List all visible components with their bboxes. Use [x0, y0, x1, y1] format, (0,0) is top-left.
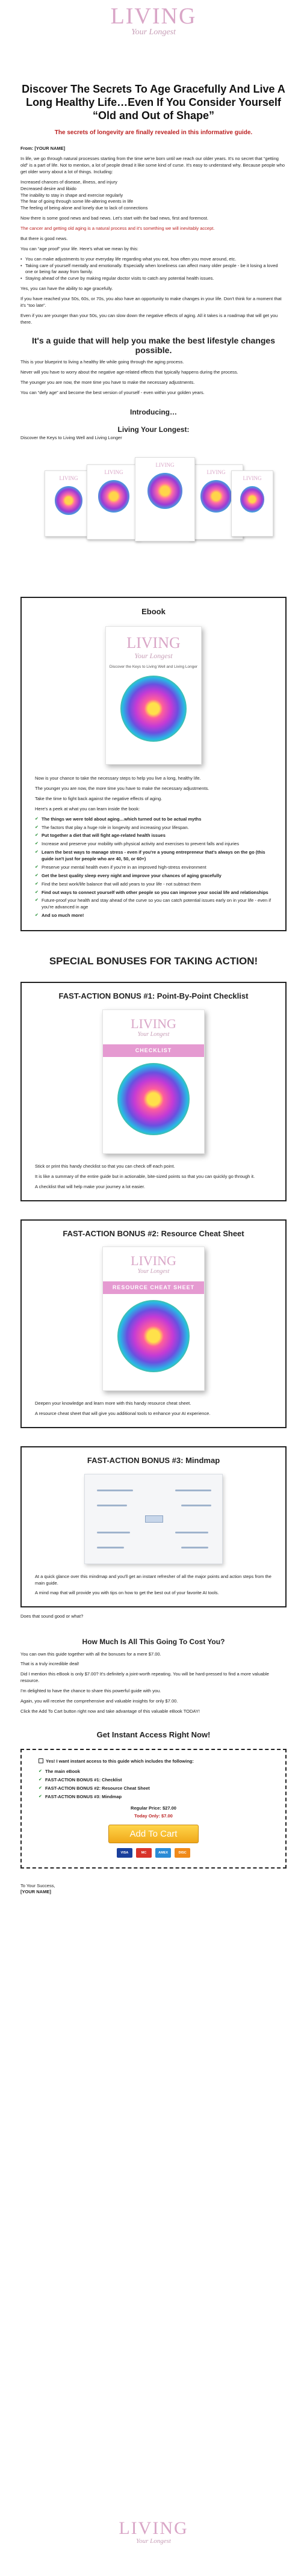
letter-paragraph: If you have reached your 50s, 60s, or 70s, you also have an opportunity to make changes in your life. Don't think for a moment that it's “too late”. — [20, 296, 282, 308]
header-logo — [0, 0, 307, 66]
product-bundle-image — [20, 452, 287, 561]
mid-paragraph: This is your blueprint to living a healthy life while going through the aging process. — [20, 359, 184, 365]
regular-price: Regular Price: $27.00 — [131, 1805, 176, 1811]
cover-tagline: Discover the Keys to Living Well and Living Longer — [109, 664, 198, 669]
bonus-3-section — [20, 1446, 287, 1607]
list-item: ✔ Preserve your mental health even if you're in an improved high-stress environment — [35, 864, 272, 871]
closing-paragraph: That is a truly incredible deal! — [20, 1661, 79, 1667]
closing-paragraph: You can own this guide together with all the bonuses for a mere $7.00. — [20, 1651, 161, 1657]
flower-graphic — [98, 480, 130, 513]
letter-paragraph: Yes, you can have the ability to age gracefully. — [20, 286, 113, 292]
ebook-paragraph: Here's a peek at what you can learn inside the book: — [35, 806, 140, 812]
logo-title: LIVING — [119, 2518, 188, 2538]
letter-paragraph: Even if you are younger than your 50s, you can slow down the negative effects of aging. All it takes is a roadmap that will get you there. — [20, 312, 278, 325]
closing-question: Does that sound good or what? — [20, 1613, 84, 1619]
list-item: The feeling of being alone and lonely due to lack of connections — [20, 205, 148, 211]
book-logo: LIVING — [243, 475, 262, 482]
list-item: ✔ Find the best work/life balance that will add years to your life - not subtract them — [35, 881, 272, 888]
ebook-paragraph: The younger you are now, the more time you have to make the necessary adjustments. — [35, 786, 209, 792]
bonus-paragraph: A resource cheat sheet that will give you additional tools to enhance your AI experience. — [35, 1411, 211, 1417]
list-item: ✔ The main eBook — [39, 1769, 268, 1775]
letter-paragraph: You can “age proof” your life. Here's what we mean by this: — [20, 245, 138, 251]
bonus-paragraph: Stick or print this handy checklist so that you can check off each point. — [35, 1163, 175, 1169]
flower-graphic — [120, 676, 187, 742]
bonus-3-title: FAST-ACTION BONUS #3: Mindmap — [87, 1456, 220, 1465]
cover-subtitle: Your Longest — [137, 1031, 170, 1038]
mid-paragraph: The younger you are now, the more time you have to make the necessary adjustments. — [20, 379, 195, 385]
mindmap-branch — [97, 1505, 127, 1506]
visa-card-icon: VISA — [117, 1848, 132, 1858]
mindmap-branch — [181, 1505, 211, 1506]
ebook-paragraph: Now is your chance to take the necessary steps to help you live a long, healthy life. — [35, 775, 201, 781]
ebook-section — [20, 597, 287, 931]
list-item: ✔ The factors that play a huge role in longevity and increasing your lifespan. — [35, 825, 272, 831]
order-confirm[interactable] — [39, 1758, 268, 1765]
bonus-1-section — [20, 982, 287, 1201]
bonus-1-cover — [102, 1009, 205, 1154]
letter-paragraph: But there is good news. — [20, 235, 68, 241]
cover-ribbon: RESOURCE CHEAT SHEET — [103, 1281, 204, 1294]
product-name: Living Your Longest: — [117, 425, 190, 434]
logo-subtitle: Your Longest — [131, 28, 176, 37]
cover-subtitle: Your Longest — [137, 1268, 170, 1275]
age-proof-list — [20, 256, 287, 283]
hero-subheadline: The secrets of longevity are finally revealed in this informative guide. — [54, 129, 253, 136]
order-items-list — [39, 1769, 268, 1801]
bundle-book — [87, 464, 141, 540]
ebook-title: Ebook — [141, 607, 166, 617]
today-price: Today Only: $7.00 — [134, 1813, 173, 1819]
closing-paragraph: Did I mention this eBook is only $7.00? It's definitely a joint-worth repeating. You will be hard-pressed to find a more valuable resource. — [20, 1671, 269, 1684]
amex-card-icon: AMEX — [155, 1848, 171, 1858]
flower-graphic — [117, 1300, 190, 1372]
cover-title: LIVING — [126, 634, 181, 652]
mid-paragraph: Never will you have to worry about the negative age-related effects that typically happens during the process. — [20, 369, 238, 375]
bonus-paragraph: It is like a summary of the entire guide but in actionable, bite-sized points so that you can quickly go through it. — [35, 1173, 255, 1179]
payment-cards — [39, 1848, 268, 1858]
mid-paragraph: You can “defy age” and become the best version of yourself - even within your golden years. — [20, 389, 205, 395]
bundle-book — [231, 470, 273, 537]
cover-title: LIVING — [131, 1253, 176, 1269]
letter-from: From: [YOUR NAME] — [20, 146, 66, 152]
flower-graphic — [117, 1063, 190, 1135]
flower-graphic — [200, 480, 232, 513]
ebook-points-list — [35, 816, 272, 919]
main-content — [20, 83, 287, 1896]
list-item: • Taking care of yourself mentally and emotionally. Especially when loneliness can affect many older people - be it losing a loved one or being far away from family. — [20, 263, 287, 276]
list-item: ✔ Put together a diet that will fight age-related health issues — [35, 833, 272, 839]
cover-ribbon: CHECKLIST — [103, 1044, 204, 1057]
list-item: ✔ FAST-ACTION BONUS #2: Resource Cheat Sheet — [39, 1786, 268, 1792]
hero-headline: Discover The Secrets To Age Gracefully And Live A Long Healthy Life…Even If You Consider Yourself “Old and Out of Shape” — [22, 83, 285, 122]
mindmap-branch — [175, 1532, 208, 1533]
bonus-2-title: FAST-ACTION BONUS #2: Resource Cheat Sheet — [63, 1228, 244, 1238]
bonus-2-cover — [102, 1246, 205, 1391]
discover-card-icon: DISC — [175, 1848, 190, 1858]
mid-headline: It's a guide that will help you make the best lifestyle changes possible. — [32, 335, 275, 356]
signoff-line: To Your Success, — [20, 1882, 55, 1888]
list-item: ✔ FAST-ACTION BONUS #1: Checklist — [39, 1777, 268, 1784]
list-item: ✔ The things we were told about aging…which turned out to be actual myths — [35, 816, 272, 823]
list-item: • Staying ahead of the curve by making regular doctor visits to catch any potential health issues. — [20, 276, 287, 282]
introducing-label: Introducing… — [130, 407, 177, 416]
bundle-book — [45, 470, 93, 537]
add-to-cart-button[interactable]: Add To Cart — [108, 1825, 199, 1843]
list-item: Decreased desire and libido — [20, 185, 76, 191]
closing-paragraph: I'm delighted to have the chance to share this powerful guide with you. — [20, 1688, 161, 1694]
mindmap-branch — [175, 1490, 211, 1491]
list-item: The fear of going through some life-altering events in life — [20, 199, 134, 205]
list-item: The inability to stay in shape and exercise regularly — [20, 192, 123, 198]
ebook-paragraph: Take the time to fight back against the negative effects of aging. — [35, 795, 163, 801]
list-item: ✔ Find out ways to connect yourself with other people so you can improve your social life and relationships — [35, 890, 272, 896]
signoff-name: [YOUR NAME] — [20, 1889, 51, 1895]
logo-subtitle: Your Longest — [136, 2537, 171, 2545]
list-item: ✔ Learn the best ways to manage stress - even if you're a young entrepreneur that's always on the go (this guide isn't just for people who are 40, 50, or 60+) — [35, 849, 272, 863]
list-item: • You can make adjustments to your everyday life regarding what you eat, how often you move around, etc. — [20, 256, 287, 263]
mindmap-image — [84, 1474, 223, 1564]
mindmap-branch — [97, 1532, 130, 1533]
bonus-paragraph: A mind map that will provide you with tips on how to get the best out of your favorite AI tools. — [35, 1590, 219, 1596]
list-item: ✔ And so much more! — [35, 913, 272, 919]
list-item: ✔ Get the best quality sleep every night and improve your chances of aging gracefully — [35, 873, 272, 880]
mindmap-branch — [97, 1490, 133, 1491]
cover-title: LIVING — [131, 1016, 176, 1032]
bonuses-headline: SPECIAL BONUSES FOR TAKING ACTION! — [49, 955, 258, 967]
mindmap-center-node — [145, 1515, 163, 1523]
mindmap-branch — [97, 1547, 124, 1548]
closing-paragraph: Click the Add To Cart button right now and take advantage of this valuable eBook TODAY! — [20, 1708, 200, 1714]
checkbox[interactable] — [39, 1758, 43, 1763]
list-item: ✔ Increase and preserve your mobility with physical activity and exercises to prevent falls and injuries — [35, 841, 272, 848]
bundle-book — [135, 457, 195, 541]
list-item: ✔ Future-proof your health and stay ahead of the curve so you can catch potential issues early on in your life - even if you're advanced in age — [35, 898, 272, 911]
mindmap-branch — [181, 1547, 208, 1548]
flower-graphic — [147, 473, 183, 509]
order-box — [20, 1749, 287, 1868]
footer-logo — [0, 2519, 307, 2545]
order-confirm-label: Yes! I want instant access to this guide which includes the following: — [46, 1758, 194, 1764]
bonus-2-section — [20, 1219, 287, 1428]
signoff — [20, 1883, 287, 1896]
worries-list — [20, 179, 287, 212]
cost-headline: How Much Is All This Going To Cost You? — [82, 1638, 225, 1647]
cover-subtitle: Your Longest — [134, 652, 173, 661]
letter-paragraph: Now there is some good news and bad news. Let's start with the bad news, first and foremost. — [20, 215, 209, 221]
list-item: ✔ FAST-ACTION BONUS #3: Mindmap — [39, 1794, 268, 1801]
book-logo: LIVING — [155, 462, 175, 469]
bonus-paragraph: Deepen your knowledge and learn more with this handy resource cheat sheet. — [35, 1400, 191, 1407]
access-headline: Get Instant Access Right Now! — [96, 1730, 211, 1739]
letter-paragraph: In life, we go through natural processes starting from the time we're born until we reach our older years. It's no secret that “getting old” is a part of life. Not to mention, a lot of people dread it like some kind of curse. It's easy to understand why. Because people who get older worry about a lot of things. Including: — [20, 156, 285, 174]
list-item: Increased chances of disease, illness, and injury — [20, 179, 117, 185]
book-logo: LIVING — [206, 469, 226, 476]
flower-graphic — [240, 486, 265, 513]
book-logo: LIVING — [59, 475, 78, 482]
logo-title: LIVING — [110, 4, 197, 29]
bonus-paragraph: A checklist that will help make your journey a lot easier. — [35, 1183, 146, 1189]
book-logo: LIVING — [104, 469, 123, 476]
bonus-1-title: FAST-ACTION BONUS #1: Point-By-Point Checklist — [58, 991, 249, 1001]
ebook-cover — [105, 626, 202, 765]
product-subtitle: Discover the Keys to Living Well and Living Longer — [20, 435, 122, 441]
mastercard-icon: MC — [136, 1848, 152, 1858]
letter-paragraph-red: The cancer and getting old aging is a natural process and it's something we will inevitably accept. — [20, 226, 215, 232]
closing-paragraph: Again, you will receive the comprehensive and valuable insights for only $7.00. — [20, 1698, 178, 1704]
bonus-paragraph: At a quick glance over this mindmap and you'll get an instant refresher of all the major points and action steps from the main guide. — [35, 1573, 271, 1586]
flower-graphic — [55, 486, 83, 515]
